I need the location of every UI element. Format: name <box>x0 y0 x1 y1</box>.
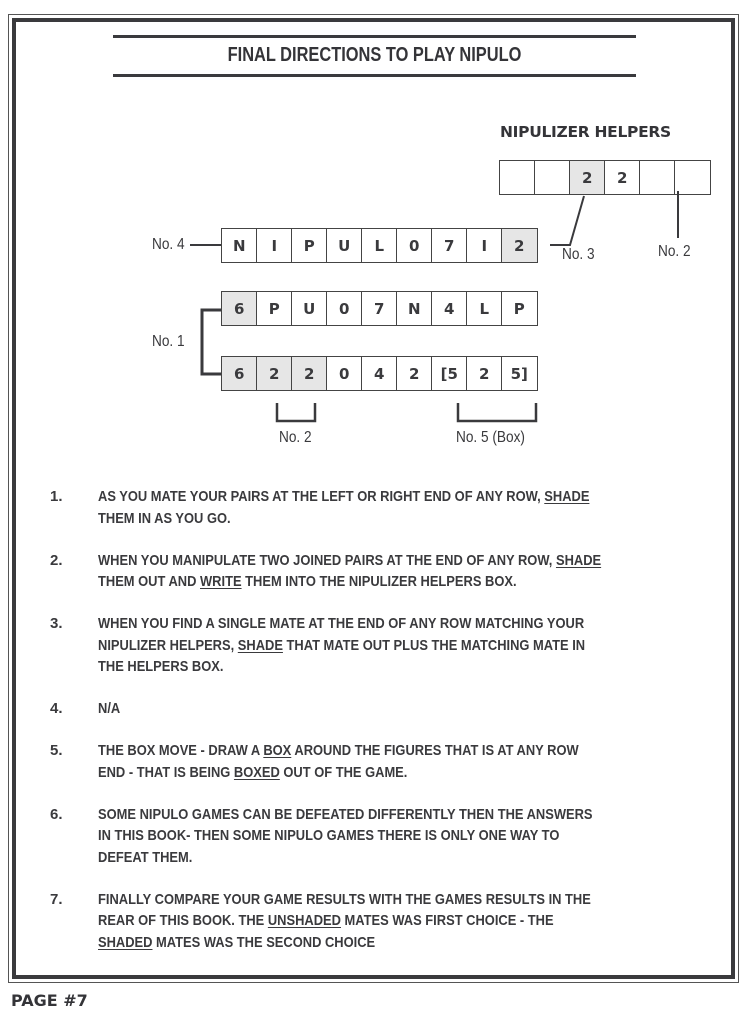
direction-text-span: WHEN YOU MANIPULATE TWO JOINED PAIRS AT THE END OF ANY ROW, <box>98 551 556 569</box>
game-cell: I <box>256 228 293 263</box>
emphasized-word: SHADE <box>544 488 590 505</box>
emphasized-word: BOXED <box>233 763 280 781</box>
direction-item <box>50 740 690 783</box>
direction-number: 6. <box>50 805 63 823</box>
game-cell: P <box>256 291 293 326</box>
direction-text-span: MATES WAS THE SECOND CHOICE <box>152 933 376 951</box>
game-row-a <box>221 228 538 263</box>
helper-cell: 2 <box>604 160 641 195</box>
game-cell: 2 <box>256 356 293 391</box>
direction-item <box>50 550 690 593</box>
game-cell: 2 <box>396 356 433 391</box>
page-number: PAGE #7 <box>11 991 88 1010</box>
direction-text-span: AROUND THE FIGURES THAT IS AT ANY ROW END - THAT IS BEING <box>98 742 579 781</box>
direction-item <box>50 804 690 869</box>
helpers-box <box>499 160 711 195</box>
direction-text <box>98 698 607 720</box>
game-row-b <box>221 291 538 326</box>
direction-item <box>50 613 690 678</box>
title-rule-bottom <box>113 74 636 77</box>
direction-text-span: THE BOX MOVE - DRAW A <box>98 742 264 759</box>
direction-text <box>98 889 607 954</box>
direction-text-span: AS YOU MATE YOUR PAIRS AT THE LEFT OR RIGHT END OF ANY ROW, <box>98 488 545 505</box>
label-no5-box: No. 5 (Box) <box>456 429 525 446</box>
game-cell: 2 <box>466 356 503 391</box>
label-no2-row: No. 2 <box>279 429 312 446</box>
direction-text-span: N/A <box>98 700 121 717</box>
direction-text-span: FINALLY COMPARE YOUR GAME RESULTS WITH THE GAMES RESULTS IN THE REAR OF THIS BOOK. THE <box>98 890 591 929</box>
game-cell: 6 <box>221 291 258 326</box>
game-cell: L <box>361 228 398 263</box>
emphasized-word: SHADE <box>237 636 283 654</box>
direction-text-span: OUT OF THE GAME. <box>279 763 408 781</box>
game-cell: 0 <box>396 228 433 263</box>
emphasized-word: SHADED <box>98 933 153 951</box>
game-cell: I <box>466 228 503 263</box>
game-cell: 2 <box>501 228 538 263</box>
direction-text-span: SOME NIPULO GAMES CAN BE DEFEATED DIFFERENTLY THEN THE ANSWERS IN THIS BOOK- THEN SOME NIPULO GAMES THERE IS ONLY ONE WAY TO DEFEAT THEM. <box>98 805 593 866</box>
emphasized-word: WRITE <box>200 573 242 590</box>
game-cell: U <box>291 291 328 326</box>
helper-cell <box>639 160 676 195</box>
helper-cell <box>499 160 536 195</box>
game-cell: 6 <box>221 356 258 391</box>
direction-number: 7. <box>50 890 63 908</box>
emphasized-word: BOX <box>263 742 292 759</box>
game-cell: 4 <box>361 356 398 391</box>
game-cell: 2 <box>291 356 328 391</box>
page-title: FINAL DIRECTIONS TO PLAY NIPULO <box>227 44 522 66</box>
helper-cell <box>674 160 711 195</box>
direction-item <box>50 889 690 954</box>
game-cell: N <box>221 228 258 263</box>
label-no4: No. 4 <box>152 236 185 253</box>
game-row-c <box>221 356 538 391</box>
label-no2-helpers: No. 2 <box>658 243 691 260</box>
game-cell: P <box>291 228 328 263</box>
direction-text <box>98 804 607 869</box>
direction-text-span: THEM OUT AND <box>98 573 201 590</box>
game-cell: 7 <box>431 228 468 263</box>
direction-number: 3. <box>50 615 63 632</box>
emphasized-word: SHADE <box>555 551 602 569</box>
label-no3: No. 3 <box>562 246 595 263</box>
direction-text-span: WHEN YOU FIND A SINGLE MATE AT THE END OF ANY ROW MATCHING YOUR NIPULIZER HELPERS, <box>98 615 585 654</box>
direction-text <box>98 550 607 593</box>
game-cell: 7 <box>361 291 398 326</box>
game-cell: U <box>326 228 363 263</box>
emphasized-word: UNSHADED <box>267 912 341 929</box>
game-cell: 0 <box>326 291 363 326</box>
direction-text <box>98 740 607 783</box>
label-no1: No. 1 <box>152 333 185 350</box>
game-cell: 0 <box>326 356 363 391</box>
game-cell: [5 <box>431 356 468 391</box>
game-cell: N <box>396 291 433 326</box>
game-cell: L <box>466 291 503 326</box>
direction-item <box>50 698 690 720</box>
game-cell: 4 <box>431 291 468 326</box>
direction-text-span: THEM IN AS YOU GO. <box>98 509 231 527</box>
direction-text-span: MATES WAS FIRST CHOICE - THE <box>340 912 554 929</box>
direction-text-span: THAT MATE OUT PLUS THE MATCHING MATE IN THE HELPERS BOX. <box>98 636 586 675</box>
game-cell: P <box>501 291 538 326</box>
helper-cell <box>534 160 571 195</box>
direction-number: 2. <box>50 551 63 569</box>
direction-text-span: THEM INTO THE NIPULIZER HELPERS BOX. <box>241 573 517 590</box>
directions-list <box>50 486 690 974</box>
helpers-title: NIPULIZER HELPERS <box>500 123 671 141</box>
title-rule-top <box>113 35 636 38</box>
helper-cell: 2 <box>569 160 606 195</box>
direction-number: 1. <box>50 488 63 505</box>
direction-number: 4. <box>50 700 63 717</box>
direction-text <box>98 613 607 678</box>
direction-text <box>98 486 607 529</box>
game-cell: 5] <box>501 356 538 391</box>
direction-number: 5. <box>50 742 63 759</box>
direction-item <box>50 486 690 529</box>
